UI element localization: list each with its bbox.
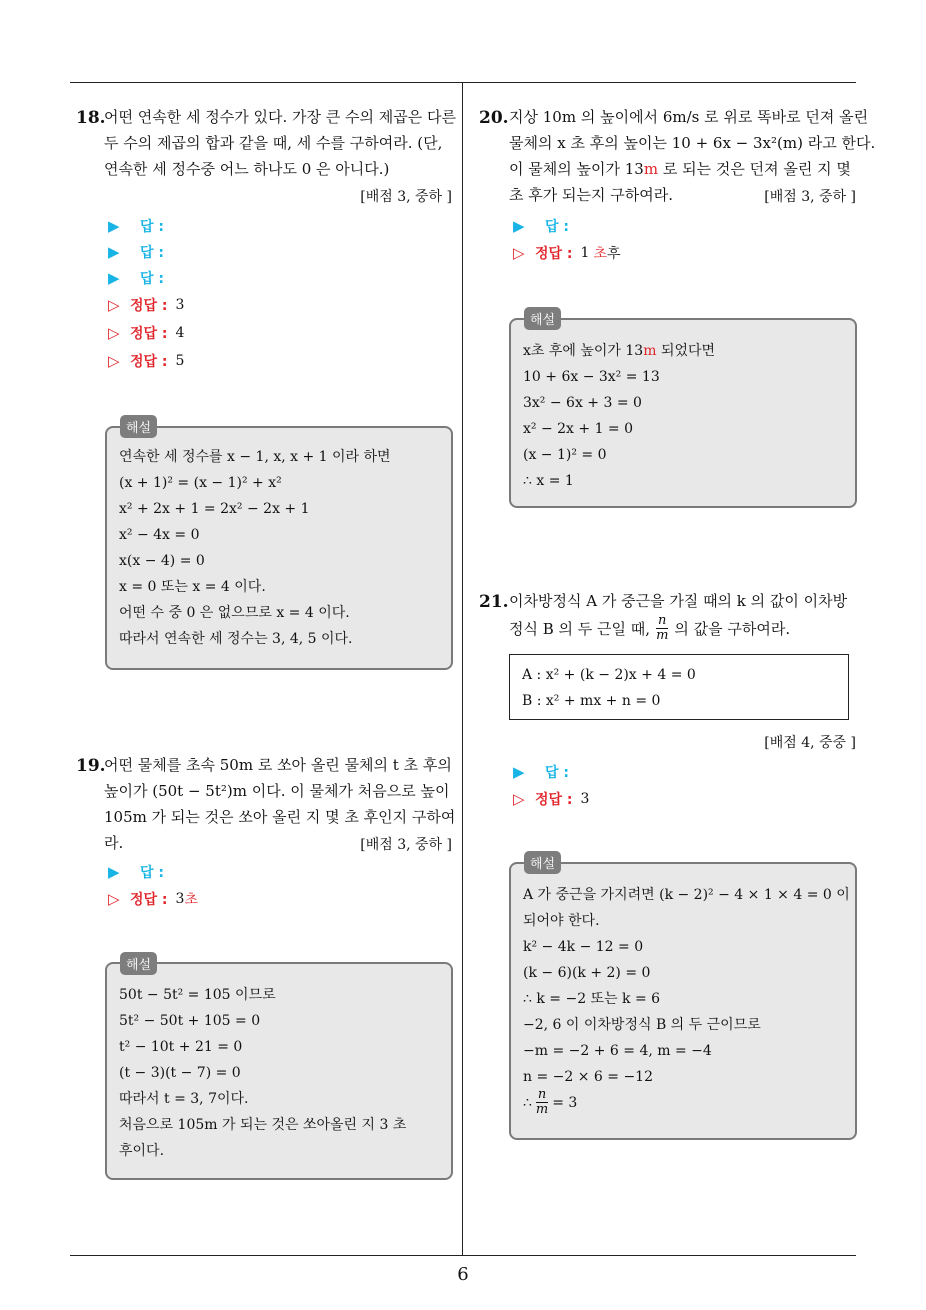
answer-row[interactable] xyxy=(108,268,164,288)
question-text-line: 105m 가 되는 것은 쏘아 올린 지 몇 초 후인지 구하여 xyxy=(104,808,456,826)
explanation-line: 10 + 6x − 3x² = 13 xyxy=(523,369,660,385)
answer-triangle-icon: ▶ xyxy=(108,243,120,261)
correct-label: 정답 : xyxy=(535,246,573,262)
explanation-line: x = 0 또는 x = 4 이다. xyxy=(119,579,266,595)
top-rule xyxy=(70,82,856,83)
correct-answer-unit: 초 xyxy=(593,246,607,262)
correct-answer-value: 5 xyxy=(175,353,185,369)
explanation-line: 후이다. xyxy=(119,1143,165,1159)
explanation-line: ∴ k = −2 또는 k = 6 xyxy=(523,991,661,1007)
question-number: 18. xyxy=(76,108,106,128)
answer-triangle-icon: ▶ xyxy=(108,269,120,287)
correct-answer-row xyxy=(108,323,184,343)
explanation-line: (x + 1)² = (x − 1)² + x² xyxy=(119,475,282,491)
fraction-denominator: m xyxy=(656,628,669,643)
explanation-line: 되어야 한다. xyxy=(523,913,600,929)
outline-triangle-icon: ▷ xyxy=(513,790,525,808)
explanation-line: n = −2 × 6 = −12 xyxy=(523,1069,653,1085)
question-number: 19. xyxy=(76,756,106,776)
correct-answer-unit: 초 xyxy=(184,892,198,908)
answer-label: 답 : xyxy=(140,245,164,261)
answer-row[interactable] xyxy=(108,242,164,262)
score-label: [배점 4, 중중 ] xyxy=(764,735,856,751)
answer-label: 답 : xyxy=(140,271,164,287)
explanation-line: (x − 1)² = 0 xyxy=(523,447,607,463)
question-text: 로 되는 것은 던져 올린 지 몇 xyxy=(658,160,851,178)
correct-answer-value: 3 xyxy=(580,791,590,807)
outline-triangle-icon: ▷ xyxy=(108,352,120,370)
explanation-tag: 해설 xyxy=(120,415,157,438)
explanation-line: t² − 10t + 21 = 0 xyxy=(119,1039,243,1055)
question-number: 20. xyxy=(479,108,509,128)
question-text: 정식 B 의 두 근일 때, xyxy=(509,619,651,638)
correct-answer-row xyxy=(513,243,621,263)
outline-triangle-icon: ▷ xyxy=(513,244,525,262)
fraction-numerator: n xyxy=(537,1087,547,1102)
question-text-line xyxy=(509,614,790,643)
explanation-tag: 해설 xyxy=(524,851,561,874)
explanation-line: (t − 3)(t − 7) = 0 xyxy=(119,1065,241,1081)
answer-row[interactable] xyxy=(108,216,164,236)
explanation-line: 어떤 수 중 0 은 없으므로 x = 4 이다. xyxy=(119,605,350,621)
score-label: [배점 3, 중하 ] xyxy=(360,189,452,205)
condition-line: A : x² + (k − 2)x + 4 = 0 xyxy=(522,667,696,683)
explanation-line: 따라서 연속한 세 정수는 3, 4, 5 이다. xyxy=(119,631,353,647)
answer-label: 답 : xyxy=(140,865,164,881)
correct-answer-row xyxy=(108,351,184,371)
correct-answer-value: 3 xyxy=(175,891,185,907)
question-text-line: 지상 10m 의 높이에서 6m/s 로 위로 똑바로 던져 올린 xyxy=(509,108,869,126)
question-text-line: 어떤 물체를 초속 50m 로 쏘아 올린 물체의 t 초 후의 xyxy=(104,756,452,774)
correct-answer-row xyxy=(108,295,184,315)
question-text-line: 라. xyxy=(104,834,124,852)
page-number: 6 xyxy=(457,1264,469,1285)
correct-answer-suffix: 후 xyxy=(606,246,621,262)
correct-answer-value: 3 xyxy=(175,297,185,313)
explanation-text: x초 후에 높이가 13 xyxy=(523,343,644,359)
explanation-box xyxy=(509,318,857,508)
unit-text: m xyxy=(643,343,657,359)
correct-label: 정답 : xyxy=(130,892,168,908)
explanation-box xyxy=(105,426,453,670)
bottom-rule xyxy=(70,1255,856,1256)
explanation-line: 연속한 세 정수를 x − 1, x, x + 1 이라 하면 xyxy=(119,449,391,465)
explanation-line xyxy=(523,338,715,364)
correct-label: 정답 : xyxy=(535,792,573,808)
explanation-line xyxy=(523,1088,577,1117)
answer-label: 답 : xyxy=(140,219,164,235)
question-text: 이 물체의 높이가 13 xyxy=(509,160,644,178)
explanation-box xyxy=(509,862,857,1140)
explanation-text: ∴ xyxy=(523,1094,532,1111)
explanation-line: (k − 6)(k + 2) = 0 xyxy=(523,965,651,981)
outline-triangle-icon: ▷ xyxy=(108,890,120,908)
explanation-text: 되었다면 xyxy=(656,343,716,359)
question-text-line: 연속한 세 정수중 어느 하나도 0 은 아니다.) xyxy=(104,160,390,178)
score-label: [배점 3, 중하 ] xyxy=(360,837,452,853)
correct-label: 정답 : xyxy=(130,326,168,342)
unit-text: m xyxy=(643,160,659,178)
answer-triangle-icon: ▶ xyxy=(513,217,525,235)
answer-label: 답 : xyxy=(545,765,569,781)
explanation-line: x² − 4x = 0 xyxy=(119,527,200,543)
correct-answer-row xyxy=(108,889,198,909)
question-text-line: 어떤 연속한 세 정수가 있다. 가장 큰 수의 제곱은 다른 xyxy=(104,108,456,126)
fraction-denominator: m xyxy=(535,1102,549,1117)
question-text-line xyxy=(509,156,851,182)
explanation-line: 따라서 t = 3, 7이다. xyxy=(119,1091,249,1107)
explanation-line: x(x − 4) = 0 xyxy=(119,553,205,569)
answer-label: 답 : xyxy=(545,219,569,235)
explanation-text: = 3 xyxy=(552,1094,578,1111)
explanation-line: x² + 2x + 1 = 2x² − 2x + 1 xyxy=(119,501,310,517)
answer-triangle-icon: ▶ xyxy=(108,863,120,881)
column-divider xyxy=(462,82,463,1256)
explanation-box xyxy=(105,962,453,1180)
question-text-line: 초 후가 되는지 구하여라. xyxy=(509,186,673,204)
explanation-tag: 해설 xyxy=(120,952,157,975)
outline-triangle-icon: ▷ xyxy=(108,296,120,314)
fraction xyxy=(536,1088,548,1117)
explanation-tag: 해설 xyxy=(524,307,561,330)
explanation-line: 처음으로 105m 가 되는 것은 쏘아올린 지 3 초 xyxy=(119,1117,407,1133)
condition-box xyxy=(509,654,849,720)
correct-label: 정답 : xyxy=(130,354,168,370)
answer-triangle-icon: ▶ xyxy=(108,217,120,235)
explanation-line: A 가 중근을 가지려면 (k − 2)² − 4 × 1 × 4 = 0 이 xyxy=(523,887,850,903)
question-text-line: 높이가 (50t − 5t²)m 이다. 이 물체가 처음으로 높이 xyxy=(104,782,450,800)
correct-label: 정답 : xyxy=(130,298,168,314)
explanation-line: x² − 2x + 1 = 0 xyxy=(523,421,634,437)
answer-row[interactable] xyxy=(513,216,569,236)
question-text-line: 이차방정식 A 가 중근을 가질 때의 k 의 값이 이차방 xyxy=(509,592,848,610)
answer-row[interactable] xyxy=(108,862,164,882)
explanation-line: −m = −2 + 6 = 4, m = −4 xyxy=(523,1043,712,1059)
question-text-line: 물체의 x 초 후의 높이는 10 + 6x − 3x²(m) 라고 한다. xyxy=(509,134,876,152)
question-number: 21. xyxy=(479,592,509,612)
explanation-line: ∴ x = 1 xyxy=(523,473,574,489)
explanation-line: 50t − 5t² = 105 이므로 xyxy=(119,987,276,1003)
correct-answer-value: 4 xyxy=(175,325,185,341)
explanation-line: 3x² − 6x + 3 = 0 xyxy=(523,395,642,411)
outline-triangle-icon: ▷ xyxy=(108,324,120,342)
correct-answer-value: 1 xyxy=(580,245,590,261)
fraction xyxy=(656,614,668,643)
question-text-line: 두 수의 제곱의 합과 같을 때, 세 수를 구하여라. (단, xyxy=(104,134,443,152)
correct-answer-row xyxy=(513,789,589,809)
answer-row[interactable] xyxy=(513,762,569,782)
score-label: [배점 3, 중하 ] xyxy=(764,189,856,205)
answer-triangle-icon: ▶ xyxy=(513,763,525,781)
condition-line: B : x² + mx + n = 0 xyxy=(522,693,661,709)
explanation-line: k² − 4k − 12 = 0 xyxy=(523,939,644,955)
question-text: 의 값을 구하여라. xyxy=(674,619,791,638)
explanation-line: −2, 6 이 이차방정식 B 의 두 근이므로 xyxy=(523,1017,761,1033)
explanation-line: 5t² − 50t + 105 = 0 xyxy=(119,1013,261,1029)
fraction-numerator: n xyxy=(658,613,667,628)
